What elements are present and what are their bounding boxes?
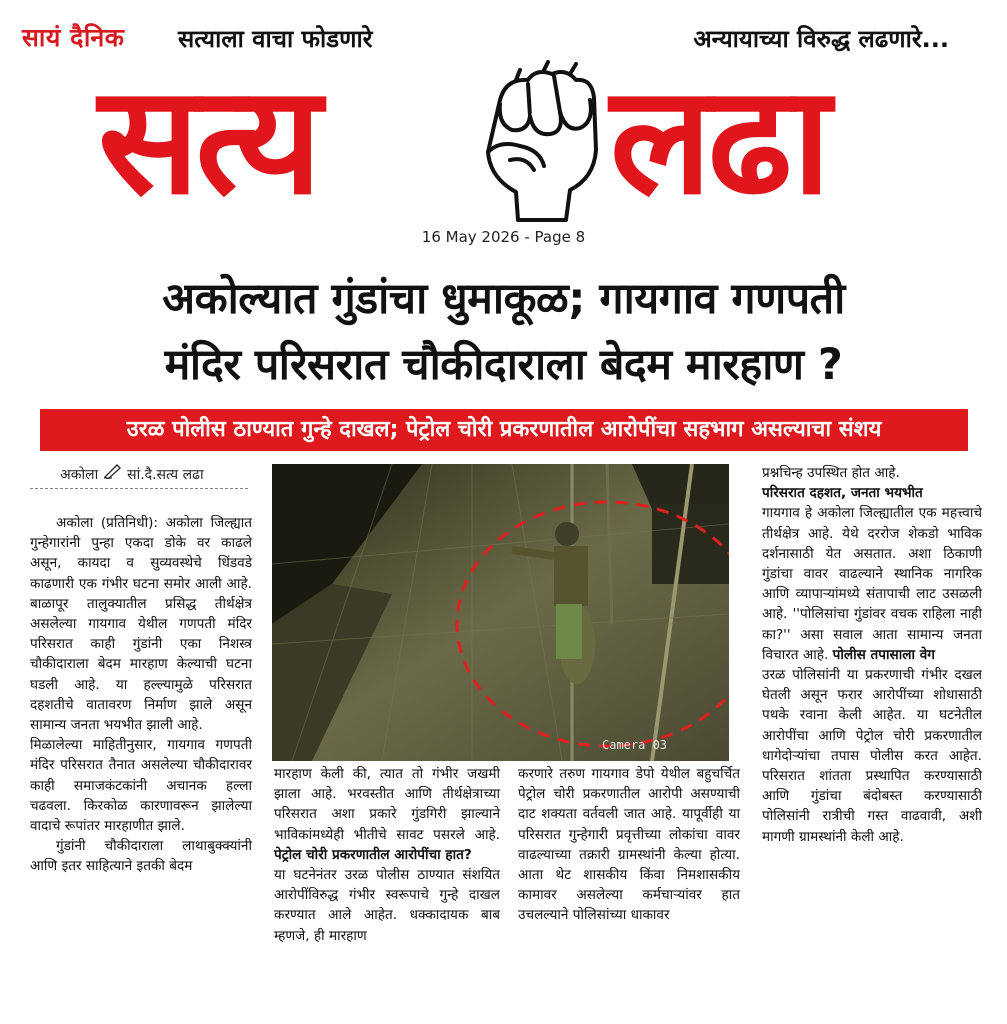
- slogan-right: अन्यायाच्या विरुद्ध लढणारे...: [693, 25, 949, 53]
- section-heading: पेट्रोल चोरी प्रकरणातील आरोपींचा हात?: [274, 846, 472, 863]
- paragraph: या घटनेनंतर उरळ पोलीस ठाण्यात संशयित आरोपींविरुद्ध गंभीर स्वरूपाचे गुन्हे दाखल करण्यात आले आहेत. धक्कादायक बाब म्हणजे, ही मारहाण: [274, 867, 500, 944]
- section-heading: पोलीस तपासाला वेग: [832, 646, 935, 663]
- paragraph: गुंडांनी चौकीदाराला लाथाबुक्क्यांनी आणि इतर साहित्याने इतकी बेदम: [30, 838, 252, 875]
- paragraph: अकोला (प्रतिनिधी): अकोला जिल्ह्यात गुन्हेगारांनी पुन्हा एकदा डोके वर काढले असून, कायदा व सुव्यवस्थेचे धिंडवडे काढणारी एक गंभीर घटना समोर आली आहे. बाळापूर तालुक्यातील प्रसिद्ध तीर्थक्षेत्र असलेल्या गायगाव येथील गणपती मंदिर परिसरात काही गुंडांनी एका निशस्त्र चौकीदाराला बेदम मारहाण केल्याची घटना घडली आहे. या हल्ल्यामुळे परिसरात दहशतीचे वातावरण निर्माण झाले असून सामान्य जनता भयभीत झाली आहे.: [30, 515, 252, 734]
- headline-line-2: मंदिर परिसरात चौकीदाराला बेदम मारहाण ?: [164, 340, 843, 390]
- byline: [60, 463, 204, 484]
- cctv-photo: [272, 464, 729, 761]
- paragraph: गायगाव हे अकोला जिल्ह्यातील एक महत्त्वाचे तीर्थक्षेत्र आहे. येथे दररोज शेकडो भाविक दर्शनासाठी येत असतात. अशा ठिकाणी गुंडांचा वावर वाढल्याने स्थानिक नागरिक आणि व्यापाऱ्यांमध्ये संतापाची लाट उसळली आहे. ''पोलिसांचा गुंडांवर वचक राहिला नाही का?'' असा सवाल आता सामान्य जनता विचारत आहे.: [762, 505, 982, 663]
- newspaper-logo: [80, 52, 980, 228]
- paragraph: मिळालेल्या माहितीनुसार, गायगाव गणपती मंदिर परिसरात तैनात असलेल्या चौकीदारावर काही समाजकंटकांनी अचानक हल्ला चढवला. किरकोळ कारणावरून झालेल्या वादाचे रूपांतर मारहाणीत झाले.: [30, 737, 252, 835]
- paragraph: उरळ पोलिसांनी या प्रकरणाची गंभीर दखल घेतली असून फरार आरोपींच्या शोधासाठी पथके रवाना केली आहेत. या घटनेतील आरोपींचा आणि पेट्रोल चोरी प्रकरणातील धागेदोऱ्यांचा तपास पोलीस करत आहेत. परिसरात शांतता प्रस्थापित करण्यासाठी आणि गुंडांचा बंदोबस्त करण्यासाठी पोलिसांनी रात्रीची गस्त वाढवावी, अशी मागणी ग्रामस्थांनी केली आहे.: [762, 667, 982, 845]
- paragraph: प्रश्नचिन्ह उपस्थित होत आहे.: [762, 465, 900, 481]
- headline-line-1: अकोल्यात गुंडांचा धुमाकूळ; गायगाव गणपती: [162, 274, 845, 324]
- raised-fist-icon: [470, 60, 610, 229]
- byline-place: अकोला: [60, 467, 99, 483]
- article-column-4: [762, 463, 982, 847]
- article-column-2: [274, 764, 500, 946]
- camera-label: Camera 03: [602, 738, 668, 752]
- article-column-3: [518, 764, 740, 926]
- section-heading: परिसरात दहशत, जनता भयभीत: [762, 485, 923, 502]
- subheadline-banner: उरळ पोलीस ठाण्यात गुन्हे दाखल; पेट्रोल चोरी प्रकरणातील आरोपींचा सहभाग असल्याचा संशय: [40, 409, 968, 451]
- logo-word-right: लढा: [610, 54, 828, 228]
- dateline: 16 May 2026 - Page 8: [421, 228, 586, 246]
- article-column-1: [30, 513, 252, 877]
- byline-divider: [30, 488, 248, 489]
- edition-tag: सायं दैनिक: [22, 23, 125, 52]
- slogan-left: सत्याला वाचा फोडणारे: [178, 25, 373, 53]
- pen-writing-icon: [103, 463, 123, 483]
- byline-source: सां.दै.सत्य लढा: [127, 467, 204, 483]
- paragraph: मारहाण केली की, त्यात तो गंभीर जखमी झाला आहे. भरवस्तीत आणि तीर्थक्षेत्राच्या परिसरात अशा प्रकारे गुंडगिरी झाल्याने भाविकांमध्येही भीतीचे सावट पसरले आहे.: [274, 766, 500, 843]
- paragraph: करणारे तरुण गायगाव डेपो येथील बहुचर्चित पेट्रोल चोरी प्रकरणातील आरोपी असण्याची दाट शक्यता वर्तवली जात आहे. यापूर्वीही या परिसरात गुन्हेगारी प्रवृत्तीच्या लोकांचा वावर वाढल्याच्या तक्रारी ग्रामस्थांनी केल्या होत्या. आता थेट शासकीय किंवा निमशासकीय कामावर असलेल्या कर्मचाऱ्यांवर हात उचलल्याने पोलिसांच्या धाकावर: [518, 766, 740, 924]
- logo-word-left: सत्य: [98, 54, 318, 228]
